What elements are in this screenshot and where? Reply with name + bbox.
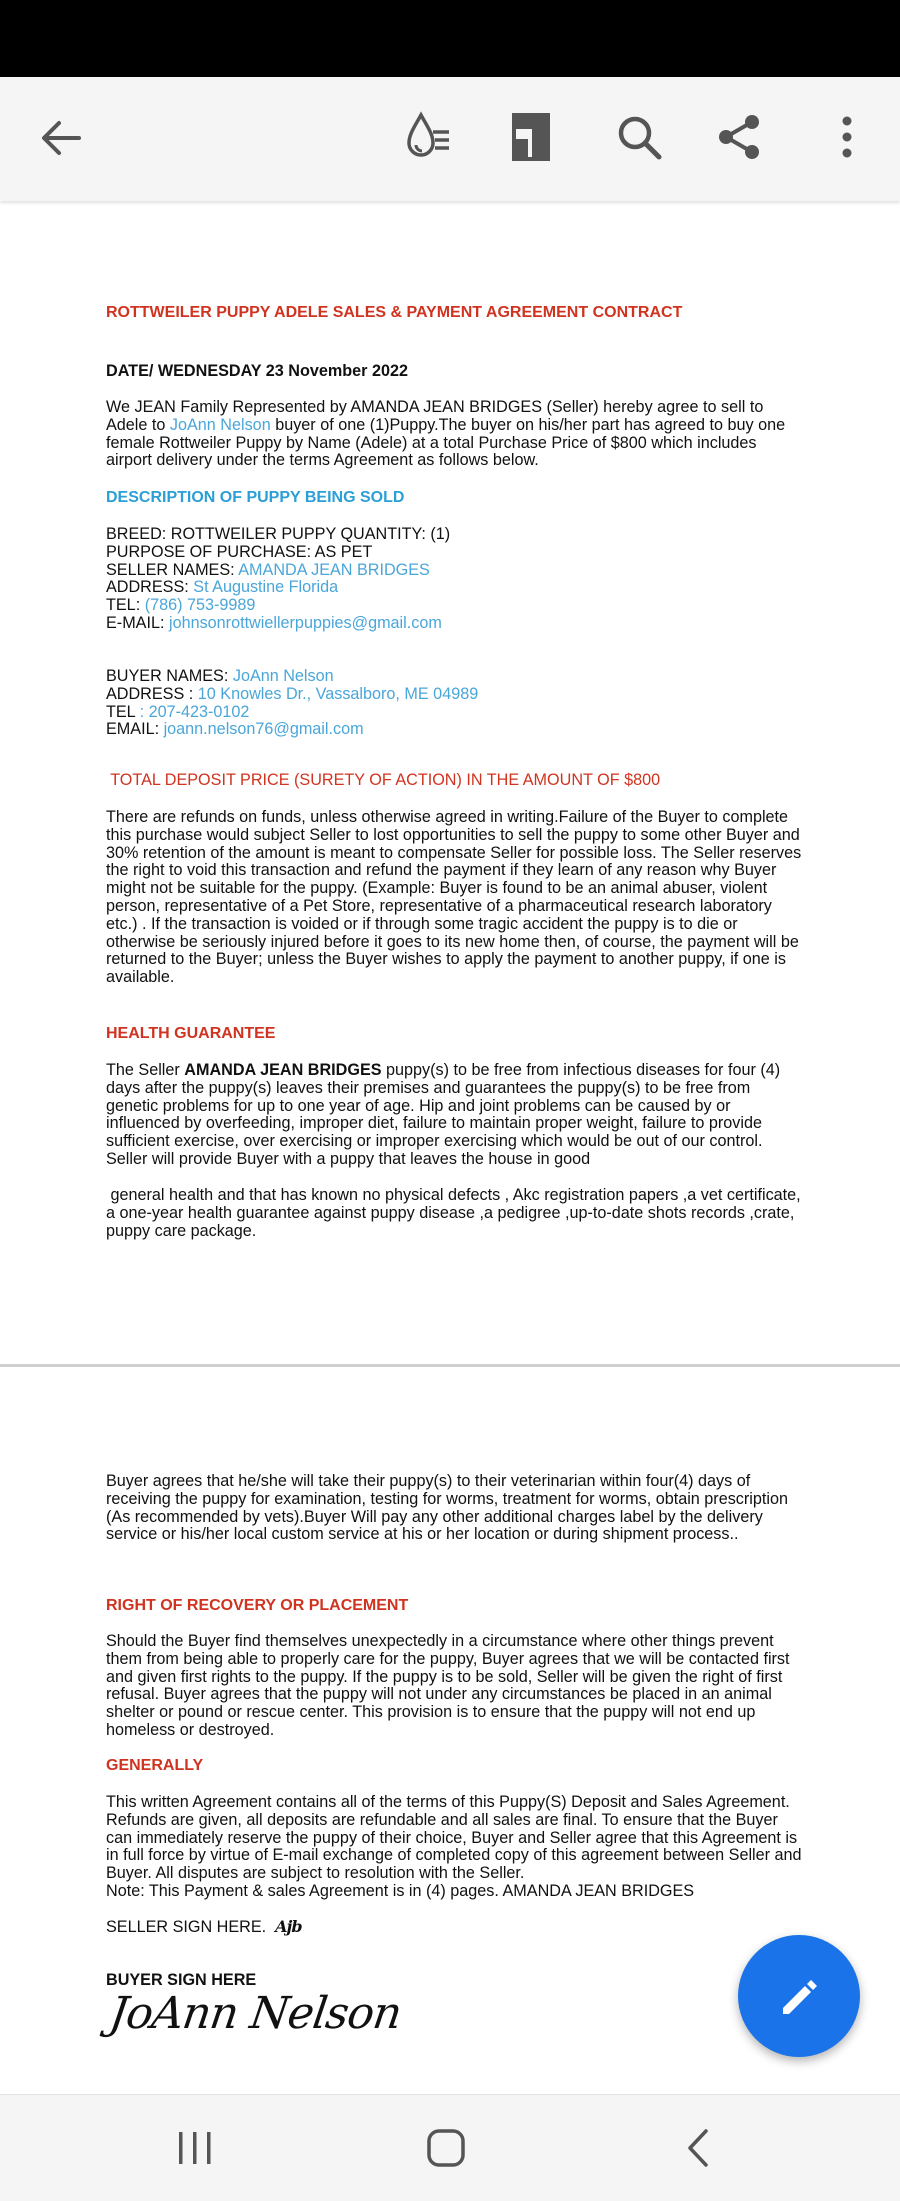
buyer-names-label: BUYER NAMES: xyxy=(106,667,233,685)
recovery-paragraph-block xyxy=(106,1633,806,1740)
description-heading: DESCRIPTION OF PUPPY BEING SOLD xyxy=(106,489,405,506)
recovery-paragraph: Should the Buyer find themselves unexpectedly in a circumstance where other things prevent them from being able to properly care for the puppy, Buyer agrees that we will be contacted first and given first rights to the puppy. If the puppy is to be sold, Seller will be given the right of first refusal. Buyer agrees that the puppy will not under any circumstances be placed in an animal shelter or pound or rescue center. This provision is to ensure that the puppy will not end up homeless or destroyed. xyxy=(106,1632,790,1739)
health-text-2: puppy(s) to be free from infectious diseases for four (4) days after the puppy(s) leaves their premises and guarantees the puppy(s) to be free from genetic problems for up to one year of age. Hip and joint problems can be caused by or influenced by overfeeding, improper diet, failure to maintain proper weight, failure to provide sufficient exercise, over exercising or improper exercising which would be out of our control. Seller will provide Buyer with a puppy that leaves the house in good xyxy=(106,1061,781,1168)
note-line: Note: This Payment & sales Agreement is in (4) pages. AMANDA JEAN BRIDGES xyxy=(106,1881,695,1900)
seller-email-label: E-MAIL: xyxy=(106,613,169,632)
buyer-sign-label: BUYER SIGN HERE xyxy=(106,1971,257,1989)
seller-sign-initials: Ajb xyxy=(275,1917,302,1936)
seller-tel-value[interactable]: (786) 753-9989 xyxy=(144,596,256,615)
buyer-tel-label: TEL xyxy=(106,702,140,721)
seller-sign-block xyxy=(106,1918,806,1937)
buyer-address-label: ADDRESS : xyxy=(106,684,198,703)
refund-paragraph-block xyxy=(106,809,806,987)
intro-text-1: We JEAN Family Represented by AMANDA JEAN BRIDGES (Seller) hereby agree to sell to Adele to xyxy=(106,398,764,434)
bookmark-icon[interactable] xyxy=(501,107,561,167)
date-block xyxy=(106,363,806,381)
share-icon[interactable] xyxy=(709,107,769,167)
search-icon[interactable] xyxy=(609,107,669,167)
edit-fab-button[interactable] xyxy=(738,1935,860,2057)
vet-paragraph-block xyxy=(106,1473,806,1544)
seller-names-label: SELLER NAMES: xyxy=(106,560,239,579)
pencil-edit-icon xyxy=(775,1972,823,2020)
seller-address-value[interactable]: St Augustine Florida xyxy=(193,578,339,597)
seller-names-value: AMANDA JEAN BRIDGES xyxy=(238,560,430,579)
buyer-info-block xyxy=(106,668,806,739)
buyer-tel-value[interactable]: : 207-423-0102 xyxy=(139,702,250,721)
buyer-email-label: EMAIL: xyxy=(106,720,164,739)
intro-paragraph xyxy=(106,399,806,470)
contract-title: ROTTWEILER PUPPY ADELE SALES & PAYMENT AGREEMENT CONTRACT xyxy=(106,304,683,321)
seller-address-label: ADDRESS: xyxy=(106,578,194,597)
health-heading-block xyxy=(106,1025,806,1043)
seller-info-block xyxy=(106,526,806,633)
health-paragraph-block xyxy=(106,1062,806,1169)
seller-tel-label: TEL: xyxy=(106,596,145,615)
buyer-email-value[interactable]: joann.nelson76@gmail.com xyxy=(163,720,364,739)
back-arrow-icon[interactable] xyxy=(31,108,91,168)
health-heading: HEALTH GUARANTEE xyxy=(106,1025,276,1042)
breed-line: BREED: ROTTWEILER PUPPY QUANTITY: (1) xyxy=(106,525,451,543)
system-navigation-bar xyxy=(0,2094,900,2201)
health-text-1: The Seller xyxy=(106,1061,185,1079)
recovery-heading: RIGHT OF RECOVERY OR PLACEMENT xyxy=(106,1597,409,1614)
refund-paragraph: There are refunds on funds, unless otherwise agreed in writing.Failure of the Buyer to complete this purchase would subject Seller to lost opportunities to sell the puppy to some other Buyer and 30% retention of the amount is meant to compensate Seller for possible loss. The Seller reserves the right to void this transaction and refund the payment if they learn of any reason why Buyer might not be suitable for the puppy. (Example: Buyer is found to be an animal abuser, violent person, representative of a Pet Store, representative of a pharmaceutical research laboratory etc.) . If the transaction is voided or if through some tragic accident the puppy is to die or otherwise be seriously injured before it goes to its new home then, of course, the payment will be returned to the Buyer; unless the Buyer wishes to apply the payment to another puppy, if one is available. xyxy=(106,808,802,987)
health-paragraph2-block xyxy=(106,1187,806,1240)
deposit-heading-block xyxy=(106,772,806,790)
health-seller-name: AMANDA JEAN BRIDGES xyxy=(184,1061,382,1079)
description-heading-block xyxy=(106,489,806,507)
home-icon[interactable] xyxy=(406,2113,486,2183)
generally-paragraph: This written Agreement contains all of the terms of this Puppy(S) Deposit and Sales Agreement. Refunds are given, all deposits are refundable and all sales are final. To ensure that the Buyer can immediately reserve the puppy of their choice, Buyer and Seller agree that this Agreement is in full force by virtue of E-mail exchange of completed copy of this agreement between Seller and Buyer. All disputes are subject to resolution with the Seller. xyxy=(106,1793,802,1883)
seller-sign-label: SELLER SIGN HERE. xyxy=(106,1918,276,1936)
vet-paragraph: Buyer agrees that he/she will take their puppy(s) to their veterinarian within four(4) days of receiving the puppy for examination, testing for worms, treatment for worms, obtain prescription (As recommended by vets).Buyer Will pay any other additional charges label by the delivery service or his/her local custom service at his or her location or during shipment process.. xyxy=(106,1472,788,1544)
recovery-heading-block xyxy=(106,1597,806,1615)
status-bar xyxy=(0,0,900,77)
intro-text-2: buyer of one (1)Puppy.The buyer on his/her part has agreed to buy one female Rottweiler Puppy by Name (Adele) at a total Purchase Price of $800 which includes airport delivery under the terms Agreement as follows below. xyxy=(106,415,786,470)
buyer-names-value: JoAnn Nelson xyxy=(232,667,334,685)
viewer-toolbar xyxy=(0,77,900,201)
generally-heading: GENERALLY xyxy=(106,1757,204,1774)
purpose-line: PURPOSE OF PURCHASE: AS PET xyxy=(106,542,373,561)
buyer-name-link[interactable]: JoAnn Nelson xyxy=(169,415,271,434)
document-title xyxy=(106,304,806,322)
buyer-signature: JoAnn Nelson xyxy=(106,1988,405,2039)
seller-email-value[interactable]: johnsonrottwiellerpuppies@gmail.com xyxy=(168,613,442,632)
deposit-heading: TOTAL DEPOSIT PRICE (SURETY OF ACTION) IN THE AMOUNT OF $800 xyxy=(106,771,661,789)
date-line: DATE/ WEDNESDAY 23 November 2022 xyxy=(106,362,408,380)
recent-apps-icon[interactable] xyxy=(155,2113,235,2183)
generally-paragraph-block xyxy=(106,1794,806,1901)
generally-heading-block xyxy=(106,1757,806,1775)
more-options-icon[interactable] xyxy=(817,107,877,167)
buyer-address-value[interactable]: 10 Knowles Dr., Vassalboro, ME 04989 xyxy=(197,684,479,703)
back-icon[interactable] xyxy=(658,2113,738,2183)
health-paragraph-2: general health and that has known no physical defects , Akc registration papers ,a vet certificate, a one-year health guarantee against puppy disease ,a pedigree ,up-to-date shots records ,crate, puppy care package. xyxy=(106,1186,806,1240)
reading-mode-icon[interactable] xyxy=(398,107,458,167)
